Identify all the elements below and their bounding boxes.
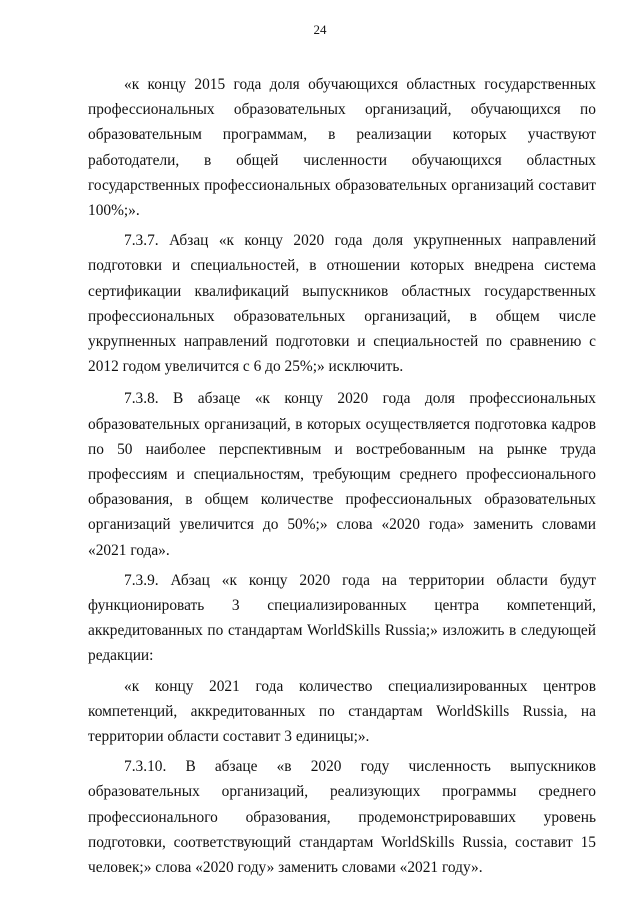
page-number: 24 xyxy=(313,22,327,37)
paragraph-7-3-9: 7.3.9. Абзац «к концу 2020 года на территории области будут функционировать 3 специализированных центра компетенций, аккредитованных по стандартам WorldSkills Russia;» изложить в следующей редакции: xyxy=(88,571,596,665)
paragraph-7-3-8: 7.3.8. В абзаце «к концу 2020 года доля профессиональных образовательных организаций, в которых осуществляется подготовка кадров по 50 наиболее перспективным и востребованным на рынке труда профессиям и специальностям, требующим среднего профессионального образования, в общем количестве профессиональных образовательных организаций увеличится до 50%;» слова «2020 года» заменить словами «2021 года». xyxy=(88,390,596,559)
paragraph-7-3-7: 7.3.7. Абзац «к концу 2020 года доля укрупненных направлений подготовки и специальностей, в отношении которых внедрена система сертификации квалификаций выпускников областных государственных профессиональных образовательных организаций, в общем числе укрупненных направлений подготовки и специальностей по сравнению с 2012 годом увеличится с 6 до 25%;» исключить. xyxy=(88,232,596,376)
paragraph-quote-2015: «к концу 2015 года доля обучающихся областных государственных профессиональных образовательных организаций, обучающихся по образовательным программам, в реализации которых участвуют работодатели, в общей численности обучающихся областных государственных профессиональных образовательных организаций составит 100%;». xyxy=(88,76,596,220)
paragraph-7-3-10: 7.3.10. В абзаце «в 2020 году численность выпускников образовательных организаций, реализующих программы среднего профессионального образования, продемонстрировавших уровень подготовки, соответствующий стандартам WorldSkills Russia, составит 15 человек;» слова «2020 году» заменить словами «2021 году». xyxy=(88,758,596,877)
paragraph-quote-2021: «к концу 2021 года количество специализированных центров компетенций, аккредитованных по стандартам WorldSkills Russia, на территории области составит 3 единицы;». xyxy=(88,677,596,746)
document-body xyxy=(88,72,596,880)
